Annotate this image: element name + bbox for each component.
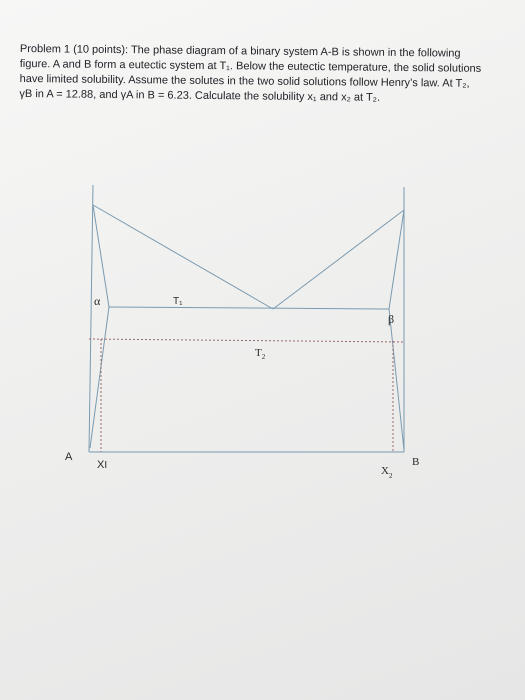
problem-line-3: have limited solubility. Assume the solutes in the two solid solutions follow Henry’s law. At T₂, [19,72,470,90]
left-axis [89,185,93,452]
eutectic-line [109,307,389,309]
label-x2 [381,465,393,480]
label-t2-sub: 2 [261,353,266,361]
label-t1: T₁ [173,296,183,307]
label-x1-main: X [97,459,105,471]
label-beta: β [388,312,395,326]
liquidus-left [93,205,273,309]
problem-line-4: γB in A = 12.88, and γA in B = 6.23. Calculate the solubility x₁ and x₂ at T₂. [19,87,381,104]
solidus-left [93,205,109,307]
label-a: A [65,451,73,463]
label-x1-sub: I [104,460,108,471]
isotherm-t2 [89,339,404,342]
label-x1 [97,459,107,471]
problem-line-2: figure. A and B form a eutectic system at T₁. Below the eutectic temperature, the solid solutions [19,57,482,75]
problem-line-1: Problem 1 (10 points): The phase diagram of a binary system A-B is shown in the following [19,42,461,60]
label-x2-main: X [381,465,389,477]
solvus-left [90,307,109,448]
label-t2-main: T [255,347,262,359]
label-alpha: α [94,294,101,308]
solidus-right [389,210,404,309]
liquidus-right [273,210,404,309]
solvus-right [389,309,404,450]
label-x2-sub: 2 [388,472,393,480]
label-b: B [412,456,420,468]
label-t2 [255,347,266,361]
